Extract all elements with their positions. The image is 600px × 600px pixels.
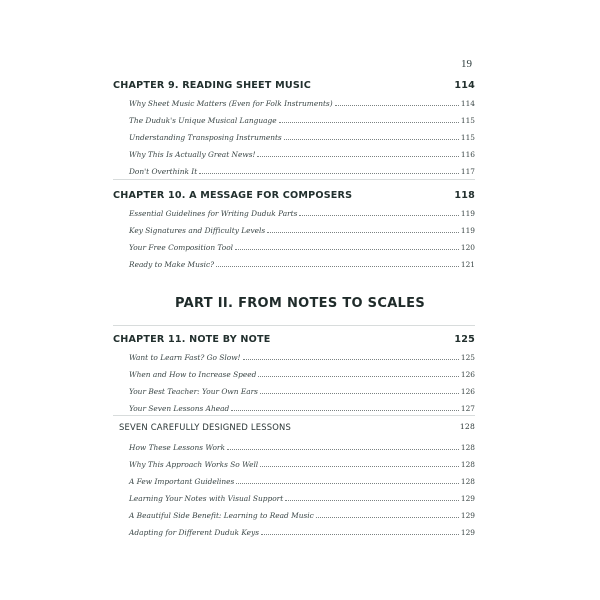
divider [113,415,475,416]
entry-page: 114 [460,99,475,108]
section-page: 128 [459,422,475,431]
entry-title: A Few Important Guidelines [129,477,235,486]
divider [113,325,475,326]
entry-title: Your Seven Lessons Ahead [129,404,230,413]
entry-page: 119 [460,209,475,218]
dot-leader [236,483,459,484]
entry-page: 129 [460,494,475,503]
entry-title: Learning Your Notes with Visual Support [129,494,284,503]
dot-leader [260,393,459,394]
entry-page: 128 [460,460,475,469]
section-title: SEVEN CAREFULLY DESIGNED LESSONS [119,422,292,432]
dot-leader [258,376,459,377]
entry-title: Want to Learn Fast? Go Slow! [129,353,241,362]
toc-entry[interactable] [113,525,475,537]
entry-title: Ready to Make Music? [129,260,215,269]
toc-entry[interactable] [113,457,475,469]
entry-page: 129 [460,528,475,537]
entry-page: 128 [460,443,475,452]
dot-leader [279,122,459,123]
toc-entry[interactable] [113,147,475,159]
entry-title: How These Lessons Work [129,443,225,452]
toc-entry[interactable] [113,367,475,379]
entry-title: The Duduk's Unique Musical Language [129,116,277,125]
dot-leader [335,105,459,106]
dot-leader [216,266,459,267]
entry-title: Why Sheet Music Matters (Even for Folk Instruments) [129,99,333,108]
toc-entry[interactable] [113,474,475,486]
entry-title: Why This Is Actually Great News! [129,150,256,159]
toc-entry[interactable] [113,130,475,142]
toc-entry[interactable] [113,223,475,235]
entry-title: Key Signatures and Difficulty Levels [129,226,266,235]
toc-entry[interactable] [113,491,475,503]
dot-leader [235,249,459,250]
entry-title: Your Best Teacher: Your Own Ears [129,387,258,396]
dot-leader [299,215,458,216]
entry-page: 127 [460,404,475,413]
entry-page: 117 [460,167,475,176]
divider [113,179,475,180]
entry-page: 116 [460,150,475,159]
toc-entry[interactable] [113,401,475,413]
dot-leader [285,500,459,501]
entry-page: 121 [460,260,475,269]
entry-page: 115 [460,116,475,125]
chapter-11-heading[interactable] [113,334,475,345]
toc-entry[interactable] [113,384,475,396]
chapter-title: CHAPTER 10. A MESSAGE FOR COMPOSERS [113,190,353,201]
chapter-title: CHAPTER 9. READING SHEET MUSIC [113,80,311,91]
page-number: 19 [461,58,472,70]
entry-title: Your Free Composition Tool [129,243,234,252]
toc-entry[interactable] [113,164,475,176]
dot-leader [199,173,459,174]
toc-entry[interactable] [113,508,475,520]
section-heading[interactable] [113,422,475,432]
dot-leader [267,232,459,233]
entry-title: Don't Overthink It [129,167,198,176]
toc-entry[interactable] [113,113,475,125]
entry-title: When and How to Increase Speed [129,370,257,379]
chapter-10-heading[interactable] [113,190,475,201]
entry-page: 125 [460,353,475,362]
chapter-title: CHAPTER 11. NOTE BY NOTE [113,334,271,345]
toc-entry[interactable] [113,206,475,218]
toc-entry[interactable] [113,240,475,252]
entry-title: A Beautiful Side Benefit: Learning to Read Music [129,511,314,520]
entry-page: 120 [460,243,475,252]
entry-title: Adapting for Different Duduk Keys [129,528,259,537]
chapter-page: 114 [454,80,475,91]
entry-title: Why This Approach Works So Well [129,460,259,469]
toc-entry[interactable] [113,96,475,108]
chapter-page: 118 [454,190,475,201]
entry-page: 129 [460,511,475,520]
dot-leader [316,517,459,518]
chapter-page: 125 [454,334,475,345]
part-heading: PART II. FROM NOTES TO SCALES [175,296,425,311]
entry-title: Essential Guidelines for Writing Duduk Parts [129,209,298,218]
dot-leader [260,466,459,467]
dot-leader [261,534,459,535]
entry-page: 115 [460,133,475,142]
entry-page: 128 [460,477,475,486]
entry-page: 126 [460,370,475,379]
toc-entry[interactable] [113,257,475,269]
dot-leader [227,449,459,450]
chapter-9-heading[interactable] [113,80,475,91]
dot-leader [231,410,459,411]
toc-entry[interactable] [113,350,475,362]
dot-leader [284,139,459,140]
dot-leader [257,156,458,157]
entry-title: Understanding Transposing Instruments [129,133,282,142]
toc-entry[interactable] [113,440,475,452]
entry-page: 126 [460,387,475,396]
entry-page: 119 [460,226,475,235]
dot-leader [243,359,459,360]
